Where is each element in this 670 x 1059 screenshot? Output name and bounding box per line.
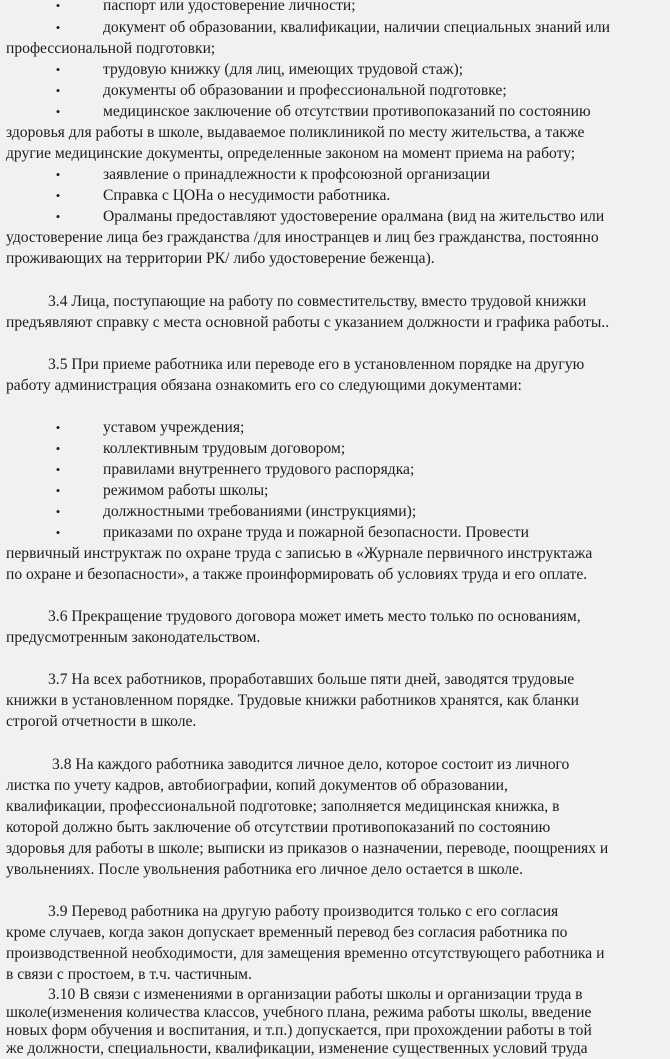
bullet-icon: • — [55, 167, 61, 182]
bullet-icon: • — [55, 525, 61, 540]
bullet-icon: • — [55, 462, 61, 477]
document-page: • паспорт или удостоверение личности; • документ об образовании, квалификации, наличии специальных знаний или профессиональной подготовки; • трудовую книжку (для лиц, имеющих трудовой стаж); • документы об образовании и профессиональной подготовке; • медицинское заключение об отсутствии противопоказаний по состоянию здоровья для работы в школе, выдаваемое поликлиникой по месту жительства, а также другие медицинские документы, определенные законом на момент приема на работу; • заявление о принадлежности к профсоюзной организации • Справка с ЦОНа о несудимости работника. • Оралманы предоставляют удостоверение оралмана (вид на жительство или удостоверение лица без гражданства /для иностранцев и лиц без гражданства, постоянно проживающих на территории РК/ либо удостоверение беженца). 3.4 Лица, поступающие на работу по совместительству, вместо трудовой книжки предъявляют справку с места основной работы с указанием должности и графика работы.. 3.5 При приеме работника или переводе его в установленном порядке на другую работу администрация обязана ознакомить его со следующими документами: • уставом учреждения; • коллективным трудовым договором; • правилами внутреннего трудового распорядка; • режимом работы школы; • должностными требованиями (инструкциями); • приказами по охране труда и пожарной безопасности. Провести первичный инструктаж по охране труда с записью в «Журнале первичного инструктажа по охране и безопасности», а также проинформировать об условиях труда и его оплате. 3.6 Прекращение трудового договора может иметь место только по основаниям, предусмотренным законодательством. 3.7 На всех работников, проработавших больше пяти дней, заводятся трудовые книжки в установленном порядке. Трудовые книжки работников хранятся, как бланки строгой отчетности в школе. 3.8 На каждого работника заводится личное дело, которое состоит из личного листка по учету кадров, автобиографии, копий документов об образовании, квалификации, профессиональной подготовке; заполняется медицинская книжка, в которой должно быть заключение об отсутствии противопоказаний по состоянию здоровья для работы в школе; выписки из приказов о назначении, переводе, поощрениях и увольнениях. После увольнения работника его личное дело остается в школе. 3.9 Перевод работника на другую работу производится только с его согласия кроме случаев, когда закон допускает временный перевод без согласия работника по производственной необходимости, для замещения временно отсутствующего работника и в связи с простоем, в т.ч. частичным. 3.10 В связи с изменениями в организации работы школы и организации труда в школе(изменения количества классов, учебного плана, режима работы школы, введение новых форм обучения и воспитания, и т.п.) допускается, при прохождении работы в той же должности, специальности, квалификации, изменение существенных условий труда — [0, 0, 670, 1024]
bullet-icon: • — [55, 20, 61, 35]
bullet-icon: • — [55, 83, 61, 98]
bullet-icon: • — [55, 420, 61, 435]
list-item-continuation: по охране и безопасности», а также проинформировать об условиях труда и его оплате. — [6, 566, 588, 583]
list-item-continuation: проживающих на территории РК/ либо удостоверение беженца). — [6, 250, 435, 267]
bullet-icon: • — [55, 188, 61, 203]
list-item-continuation: другие медицинские документы, определенные законом на момент приема на работу; — [6, 145, 576, 162]
bullet-icon: • — [55, 104, 61, 119]
list-item-continuation: здоровья для работы в школе, выдаваемое поликлиникой по месту жительства, а также — [6, 124, 585, 141]
bullet-icon: • — [55, 0, 61, 13]
list-item-continuation: первичный инструктаж по охране труда с записью в «Журнале первичного инструктажа — [6, 545, 593, 562]
bullet-icon: • — [55, 483, 61, 498]
list-item-continuation: удостоверение лица без гражданства /для иностранцев и лиц без гражданства, постоянно — [6, 229, 599, 246]
bullet-icon: • — [55, 504, 61, 519]
list-item-continuation: профессиональной подготовки; — [6, 40, 216, 57]
bullet-icon: • — [55, 62, 61, 77]
bullet-icon: • — [55, 441, 61, 456]
bullet-icon: • — [55, 209, 61, 224]
